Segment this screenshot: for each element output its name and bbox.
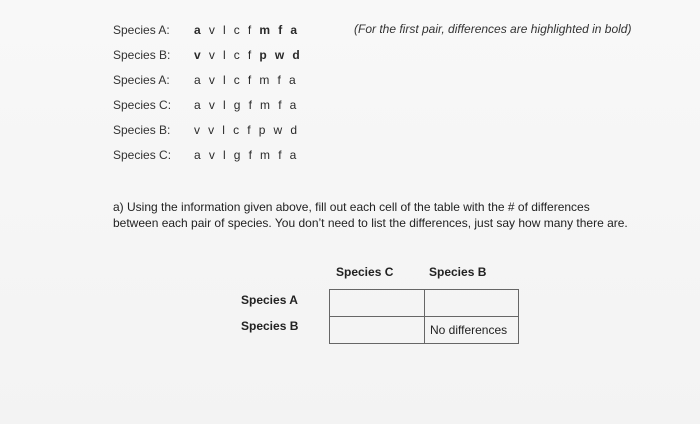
cell-b-c[interactable]: [330, 317, 424, 343]
cell-a-c[interactable]: [330, 290, 424, 316]
row-label: Species A:: [113, 23, 170, 37]
row-label: Species B:: [113, 48, 171, 62]
sequence-letter: v: [208, 23, 218, 37]
sequence-letter: l: [222, 73, 229, 87]
sequence-letter: m: [260, 148, 273, 162]
sequence: [194, 148, 299, 162]
sequence-letter: c: [233, 73, 243, 87]
sequence: [194, 48, 302, 62]
bold-note: (For the first pair, differences are highlighted in bold): [354, 22, 632, 36]
sequence-letter: c: [233, 123, 242, 137]
sequence-letter: f: [277, 73, 284, 87]
row-label: Species C:: [113, 98, 172, 112]
sequence-letter: c: [233, 48, 243, 62]
sequence-letter: d: [290, 123, 300, 137]
sequence-letter: v: [194, 123, 203, 137]
sequence-letter: a: [288, 73, 299, 87]
sequence-letter: a: [194, 73, 204, 87]
sequence-letter: w: [273, 123, 285, 137]
sequence-letter: a: [290, 23, 300, 37]
sequence-letter: f: [248, 148, 255, 162]
row-label: Species C:: [113, 148, 172, 162]
sequence: [194, 123, 299, 137]
sequence-letter: f: [247, 23, 254, 37]
sequence-letter: v: [208, 73, 218, 87]
sequence-letter: w: [274, 48, 287, 62]
sequence-letter: a: [289, 148, 299, 162]
sequence-letter: l: [222, 148, 229, 162]
sequence-letter: l: [222, 123, 228, 137]
cell-b-b[interactable]: No differences: [430, 323, 508, 337]
sequence-letter: l: [222, 48, 229, 62]
sequence-letter: m: [259, 23, 273, 37]
sequence-letter: p: [259, 48, 270, 62]
sequence-letter: v: [208, 98, 218, 112]
sequence-letter: f: [248, 98, 255, 112]
sequence-letter: m: [260, 98, 273, 112]
row-header-species-b: Species B: [241, 319, 299, 333]
sequence-letter: m: [259, 73, 272, 87]
sequence-letter: v: [208, 123, 217, 137]
sequence-letter: v: [208, 48, 218, 62]
sequence-letter: l: [222, 98, 229, 112]
sequence: [194, 73, 298, 87]
differences-table: [329, 289, 519, 344]
sequence-letter: f: [247, 48, 254, 62]
sequence-letter: a: [194, 148, 204, 162]
cell-a-b[interactable]: [425, 290, 518, 316]
sequence-letter: g: [233, 98, 243, 112]
row-header-species-a: Species A: [241, 293, 298, 307]
sequence-letter: a: [194, 23, 204, 37]
sequence-letter: c: [233, 23, 243, 37]
sequence-letter: f: [278, 23, 285, 37]
sequence-letter: g: [233, 148, 243, 162]
sequence-letter: v: [194, 48, 204, 62]
col-header-species-c: Species C: [336, 265, 394, 279]
sequence-letter: f: [278, 98, 284, 112]
sequence-letter: f: [247, 73, 254, 87]
col-header-species-b: Species B: [429, 265, 487, 279]
sequence: [194, 23, 299, 37]
sequence-letter: a: [194, 98, 204, 112]
question-text: a) Using the information given above, fill out each cell of the table with the # of differences between each pair of species. You don’t need to list the differences, just say how many there are.: [113, 200, 628, 230]
sequence-letter: v: [208, 148, 218, 162]
row-label: Species A:: [113, 73, 170, 87]
sequence-letter: l: [222, 23, 229, 37]
sequence-letter: a: [289, 98, 299, 112]
sequence: [194, 98, 299, 112]
row-label: Species B:: [113, 123, 171, 137]
sequence-letter: f: [278, 148, 284, 162]
sequence-letter: p: [258, 123, 268, 137]
sequence-letter: d: [292, 48, 303, 62]
sequence-letter: f: [247, 123, 253, 137]
